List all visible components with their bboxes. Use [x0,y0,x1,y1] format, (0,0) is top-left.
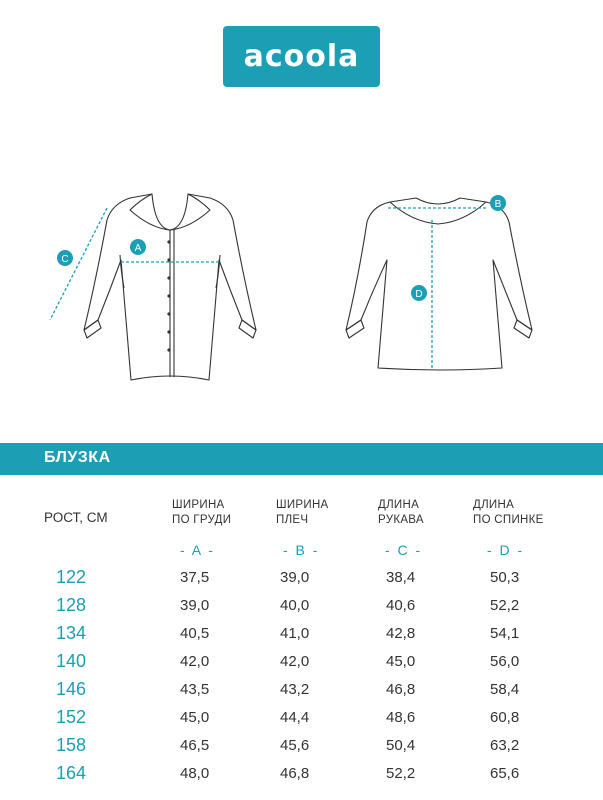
height-cell: 146 [56,679,87,699]
sleeve-length-cell: 50,4 [386,737,416,754]
header-chest-width-line2: ПО ГРУДИ [172,514,232,526]
header-shoulder-width [276,498,329,528]
code-c: - C - [385,542,423,558]
chest-width-cell: 42,0 [180,653,210,670]
blouse-technical-drawing [0,180,603,390]
back-length-cell: 50,3 [490,569,520,586]
back-length-cell: 58,4 [490,681,520,698]
table-row [0,595,603,623]
height-cell: 158 [56,735,87,755]
sleeve-length-cell: 48,6 [386,709,416,726]
height-cell: 164 [56,763,87,783]
back-length-cell: 65,6 [490,765,520,782]
back-length-cell: 56,0 [490,653,520,670]
height-header: РОСТ, СМ [44,510,108,525]
table-row [0,763,603,791]
front-collar [130,194,210,230]
chest-width-cell: 48,0 [180,765,210,782]
chest-width-cell: 39,0 [180,597,210,614]
header-sleeve-length [378,498,424,528]
chest-width-cell: 43,5 [180,681,210,698]
header-sleeve-length-line1: ДЛИНА [378,499,420,511]
shoulder-width-cell: 41,0 [280,625,310,642]
height-cell: 122 [56,567,87,587]
shoulder-width-cell: 40,0 [280,597,310,614]
table-row [0,623,603,651]
back-length-cell: 60,8 [490,709,520,726]
header-chest-width-line1: ШИРИНА [172,499,225,511]
sleeve-length-cell: 40,6 [386,597,416,614]
shoulder-width-cell: 45,6 [280,737,310,754]
back-length-cell: 54,1 [490,625,520,642]
marker-b-label: B [494,199,502,210]
sleeve-length-cell: 42,8 [386,625,416,642]
height-cell: 152 [56,707,87,727]
marker-a-label: A [134,243,142,254]
brand-logo [223,26,380,87]
code-d: - D - [487,542,525,558]
sleeve-length-cell: 38,4 [386,569,416,586]
back-length-cell: 52,2 [490,597,520,614]
table-row [0,707,603,735]
height-cell: 128 [56,595,87,615]
header-shoulder-width-line2: ПЛЕЧ [276,514,309,526]
table-row [0,651,603,679]
sleeve-length-cell: 45,0 [386,653,416,670]
code-b: - B - [283,542,320,558]
chest-width-cell: 40,5 [180,625,210,642]
shoulder-width-cell: 43,2 [280,681,310,698]
shoulder-width-cell: 39,0 [280,569,310,586]
chest-width-cell: 37,5 [180,569,210,586]
table-row [0,567,603,595]
back-collar [390,202,486,224]
brand-logo-text: acoola [243,39,360,74]
back-length-cell: 63,2 [490,737,520,754]
marker-c-label: C [61,254,69,265]
marker-d-label: D [415,289,423,300]
shoulder-width-cell: 42,0 [280,653,310,670]
table-row [0,679,603,707]
header-back-length-line1: ДЛИНА [473,499,515,511]
chest-width-cell: 46,5 [180,737,210,754]
shoulder-width-cell: 44,4 [280,709,310,726]
sleeve-length-cell: 46,8 [386,681,416,698]
header-chest-width [172,498,231,528]
header-shoulder-width-line1: ШИРИНА [276,499,329,511]
section-title: БЛУЗКА [44,449,111,466]
sleeve-length-cell: 52,2 [386,765,416,782]
code-a: - A - [180,542,215,558]
height-cell: 140 [56,651,87,671]
header-back-length-line2: ПО СПИНКЕ [473,514,544,526]
shoulder-width-cell: 46,8 [280,765,310,782]
chest-width-cell: 45,0 [180,709,210,726]
header-back-length [473,498,544,528]
height-cell: 134 [56,623,87,643]
header-sleeve-length-line2: РУКАВА [378,514,424,526]
table-row [0,735,603,763]
